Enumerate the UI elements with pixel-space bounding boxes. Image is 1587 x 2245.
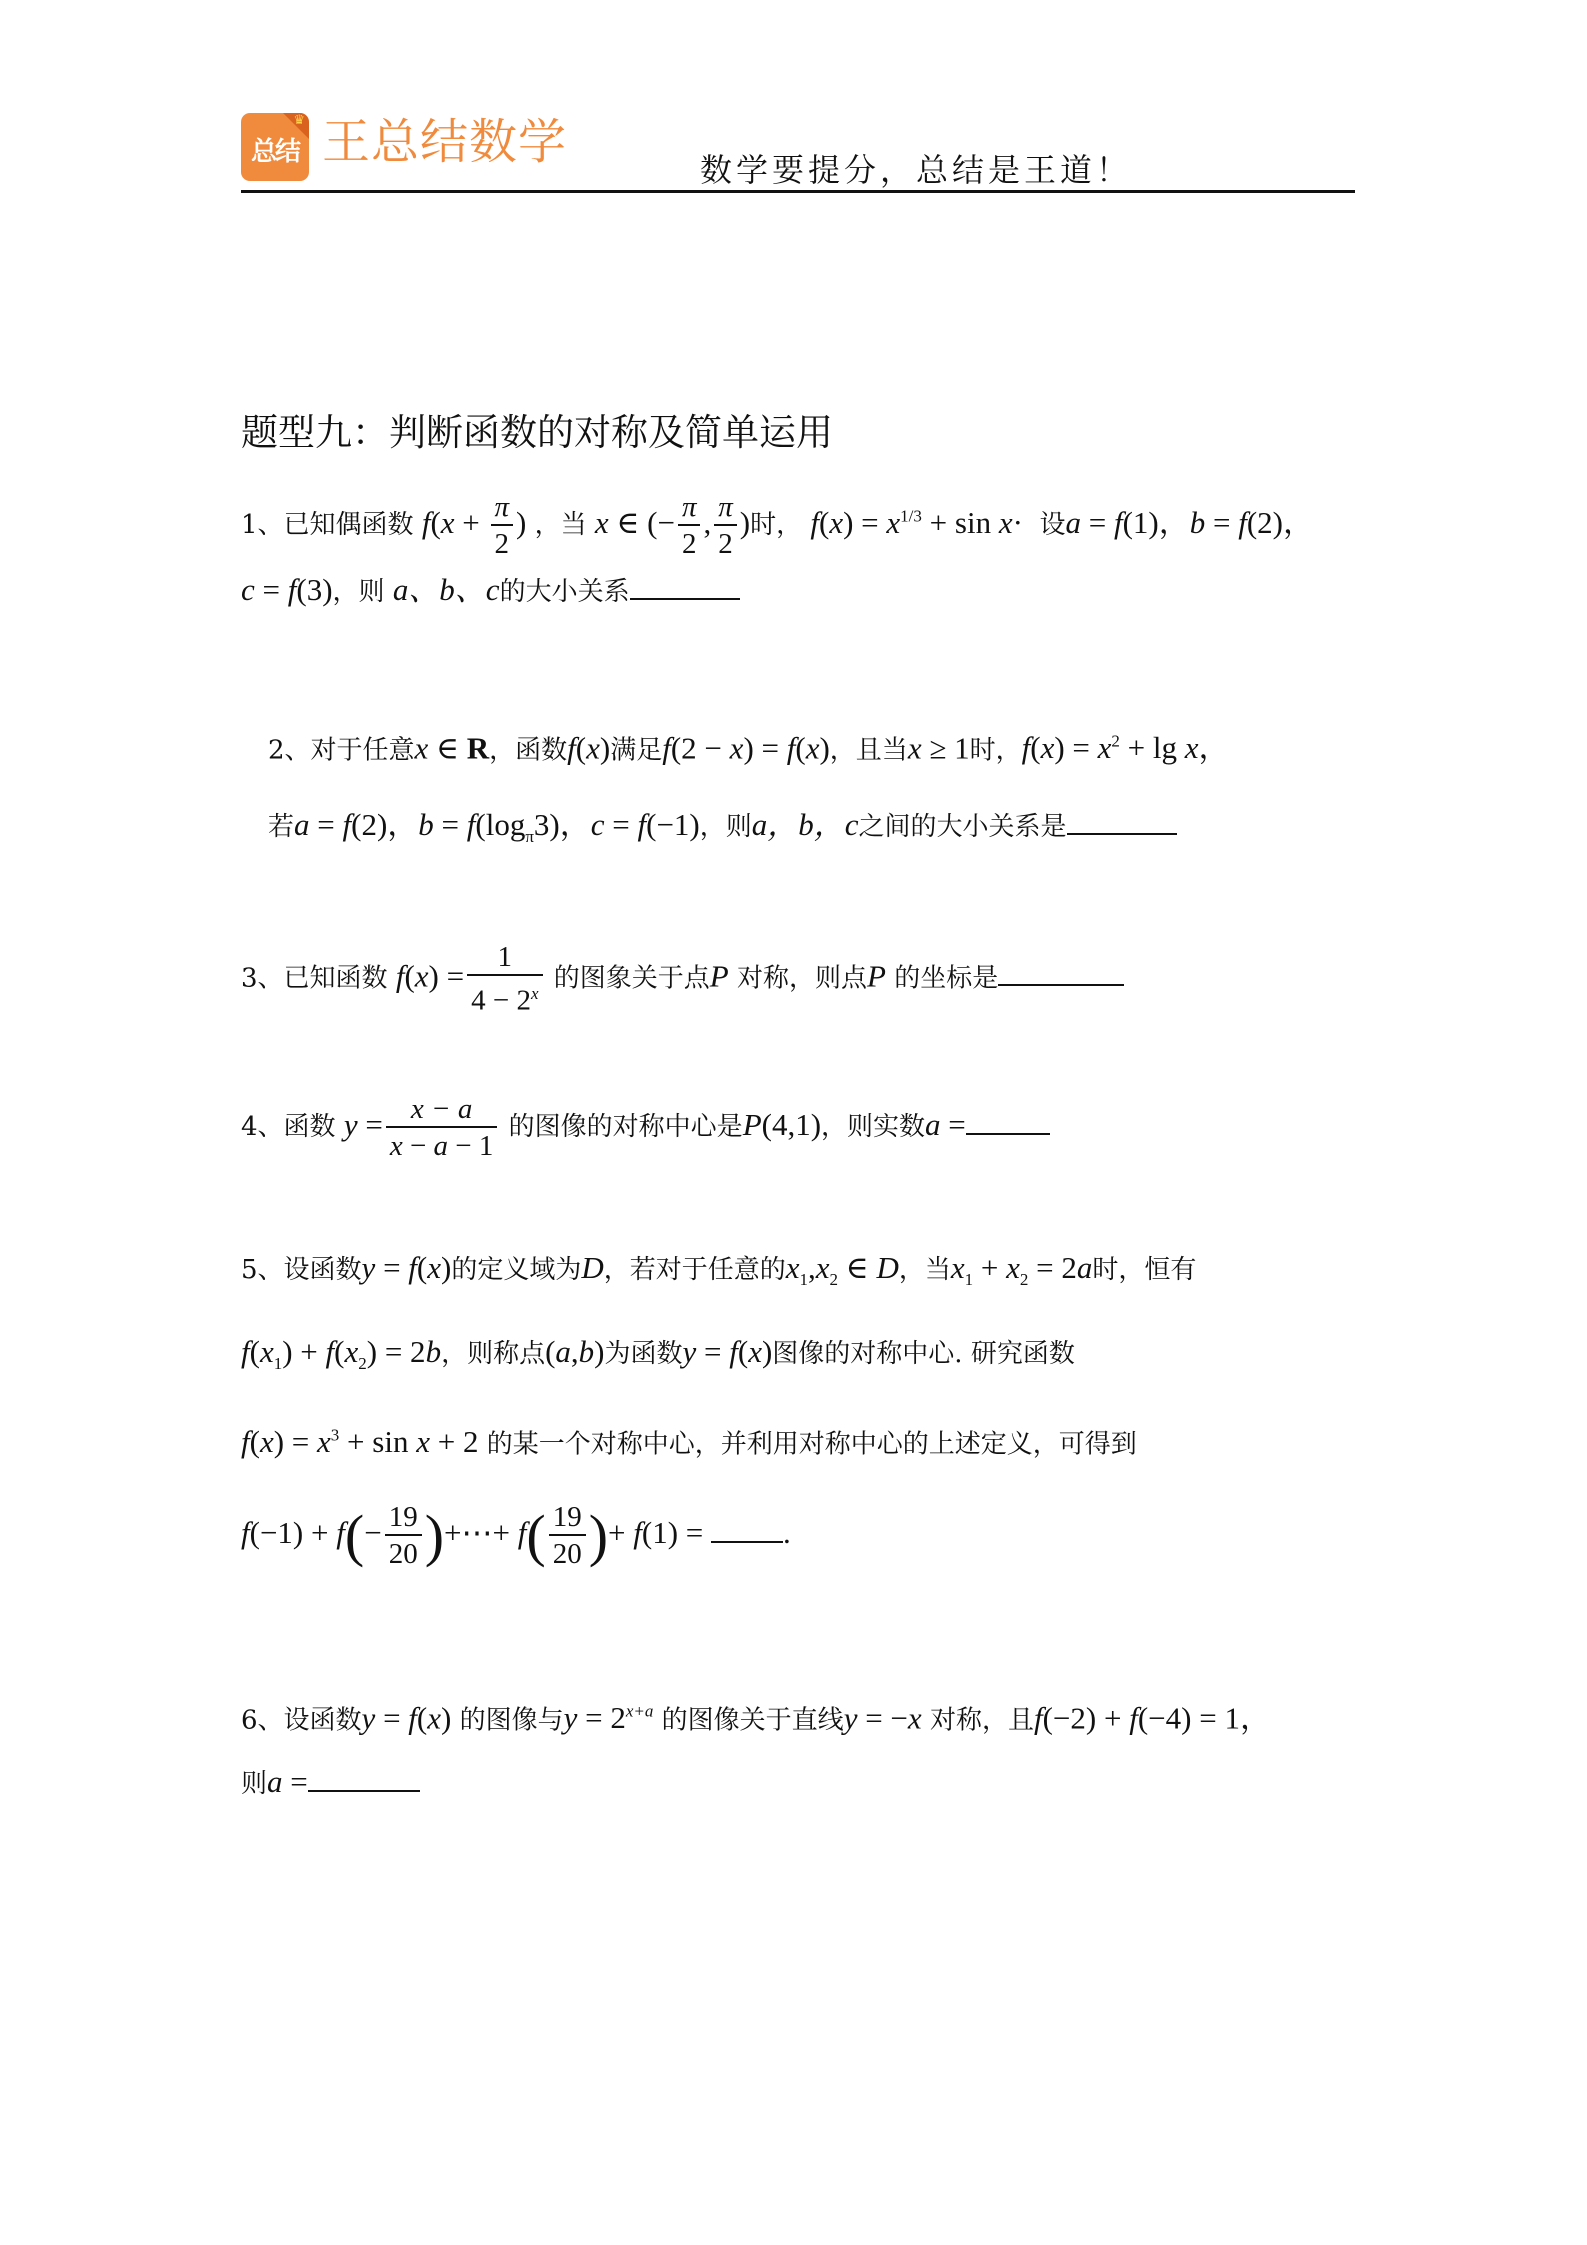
math: a，b，c (751, 807, 859, 842)
text: 的坐标是 (894, 963, 999, 994)
text: 若 (268, 812, 295, 842)
math: ) (739, 505, 751, 540)
text: 之间的大小关系是 (858, 812, 1067, 842)
answer-blank[interactable] (308, 1762, 420, 1792)
text: 设 (1039, 510, 1066, 540)
math: f(x) (567, 730, 611, 766)
math: D (581, 1250, 604, 1285)
text: 满足 (610, 735, 663, 766)
math: (a,b) (545, 1334, 605, 1369)
header-divider (241, 190, 1355, 193)
answer-blank[interactable] (998, 956, 1124, 986)
text: ，函数 (489, 735, 568, 766)
math: + (454, 505, 488, 540)
math: y = −x (843, 1700, 922, 1736)
text: 的大小关系 (499, 577, 630, 607)
text: 时， (969, 735, 1022, 766)
math: P (709, 958, 729, 994)
text: ，且当 (829, 735, 908, 766)
math: y = f(x) (361, 1700, 452, 1736)
text: ，若对于任意的 (603, 1255, 786, 1285)
fraction: $\frac{x - a}{x - a - 1}$ (386, 1092, 498, 1164)
problem-5-line-4 (241, 1500, 791, 1572)
math: c = f(3) (241, 572, 333, 607)
math: ) (516, 505, 527, 540)
fraction-pi-over-2: $\frac{\pi}{2}$ (714, 490, 737, 562)
problem-2-line-2 (268, 805, 1177, 857)
math: + f(1) = (608, 1515, 712, 1550)
problem-4-text: 4、函数 (241, 1112, 336, 1142)
math: x (594, 505, 609, 540)
text: 为函数 (604, 1339, 683, 1369)
text: 对称，且 (929, 1705, 1034, 1736)
math: ∈ (− (608, 505, 675, 540)
math: ( (344, 1503, 365, 1568)
math-f-def: $f(x) = x^{1/3} + \sin x\cdot$ (810, 505, 1023, 540)
math: ( (526, 1503, 546, 1568)
math: = (357, 1107, 383, 1142)
problem-1-line-2 (241, 570, 740, 612)
fraction: $\frac{19}{20}$ (549, 1500, 586, 1572)
text: 的图像的对称中心是 (508, 1112, 743, 1142)
math: f(x) = (395, 958, 465, 994)
text: ，当 (534, 510, 587, 540)
math: − (364, 1515, 382, 1550)
fraction-pi-over-2: $\frac{\pi}{2}$ (491, 490, 514, 562)
problem-1-text: 1、已知偶函数 (241, 510, 414, 540)
text: 的某一个对称中心，并利用对称中心的上述定义，可得到 (486, 1429, 1137, 1460)
math: $f(x) = x^2 + \lg x$， (1021, 730, 1230, 766)
math: $x_1 + x_2 = 2a$ (950, 1250, 1093, 1290)
text: 时， (750, 510, 803, 540)
text: ，则实数 (821, 1112, 926, 1142)
math: P(4,1) (742, 1107, 822, 1142)
text: 的图像关于直线 (661, 1705, 844, 1736)
text: 时，恒有 (1092, 1255, 1197, 1285)
math: a = f(1)，b = f(2)， (1065, 505, 1314, 540)
text: 则 (241, 1769, 268, 1799)
math: , (703, 505, 712, 540)
text: ，则 (332, 577, 385, 607)
text: 对称，则点 (736, 963, 867, 994)
problem-6-line-1 (241, 1692, 1271, 1740)
problem-2-line-1 (268, 722, 1230, 770)
text: 的图象关于点 (553, 963, 710, 994)
text: ，则称点 (441, 1339, 546, 1369)
math: $x_1,x_2$ ∈ D (785, 1250, 899, 1290)
problem-3-text: 3、已知函数 (241, 963, 388, 994)
math: y = f(x) (361, 1250, 452, 1285)
math: x (440, 505, 455, 540)
math: a = (925, 1107, 966, 1142)
fraction-pi-over-2: $\frac{\pi}{2}$ (678, 490, 701, 562)
math: x ≥ 1 (907, 730, 970, 766)
section-title: 题型九：判断函数的对称及简单运用 (241, 411, 833, 454)
math: y (343, 1107, 358, 1142)
problem-5-line-1 (241, 1248, 1196, 1300)
math: ) (588, 1503, 609, 1568)
math: +⋯+ f (444, 1515, 527, 1550)
text: ，则 (699, 812, 752, 842)
math: P (867, 958, 886, 994)
problem-2-text: 2、对于任意 (268, 735, 415, 766)
problem-1-line-1 (241, 490, 1314, 562)
math: a = f(2)，$b = f(\log_\pi 3)$，c = f(−1) (294, 807, 700, 847)
answer-blank[interactable] (1067, 805, 1177, 835)
math: a、b、c (392, 572, 500, 607)
fraction: $\frac{19}{20}$ (385, 1500, 422, 1572)
logo-badge (241, 113, 309, 181)
slogan: 数学要提分，总结是王道！ (700, 151, 1133, 189)
text: 的定义域为 (451, 1255, 582, 1285)
crown-icon: ♛ (293, 113, 305, 128)
math: a = (267, 1764, 308, 1799)
text: ，当 (898, 1255, 951, 1285)
problem-5-line-2 (241, 1332, 1075, 1384)
brand-name: 王总结数学 (322, 114, 568, 170)
problem-3-line-1 (241, 940, 1124, 1019)
answer-blank[interactable] (966, 1105, 1050, 1135)
answer-blank[interactable] (630, 570, 740, 600)
math: . (783, 1515, 791, 1550)
answer-blank[interactable] (711, 1513, 783, 1543)
math: ( (430, 505, 441, 540)
problem-6-text: 6、设函数 (241, 1705, 362, 1736)
logo-badge-text: 总结 (250, 137, 299, 167)
problem-5-text: 5、设函数 (241, 1255, 362, 1285)
fraction: $\frac{1}{4 - 2^x}$ (467, 940, 542, 1019)
math: ) (424, 1503, 445, 1568)
text: 图像的对称中心. 研究函数 (772, 1339, 1075, 1369)
math: f (421, 505, 431, 540)
math: $f(x_1) + f(x_2) = 2b$ (241, 1334, 442, 1374)
math: y = f(x) (682, 1334, 773, 1369)
problem-6-line-2 (241, 1762, 420, 1804)
text: 的图像与 (459, 1705, 564, 1736)
math: $f(x) = x^3 + \sin x + 2$ (241, 1424, 479, 1460)
math: f(−1) + f (241, 1515, 345, 1550)
math: f(−2) + f(−4) = 1， (1033, 1700, 1271, 1736)
math: $y = 2^{x+a}$ (563, 1700, 654, 1736)
problem-4-line-1 (241, 1092, 1050, 1164)
math: x ∈ R (414, 730, 490, 766)
math: f(2 − x) = f(x) (662, 730, 830, 766)
problem-5-line-3 (241, 1416, 1137, 1464)
